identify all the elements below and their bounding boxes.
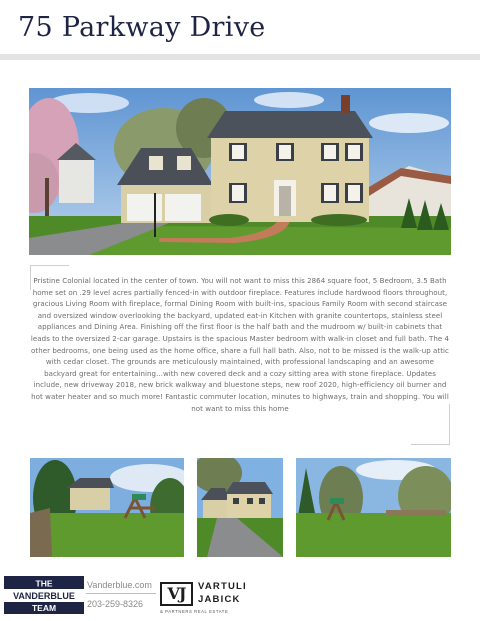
page-title: 75 Parkway Drive <box>18 12 266 43</box>
property-description: Pristine Colonial located in the center of town. You will not want to miss this 2864 square foot, 5 Bedroom, 3.5 Bath home set on .29 level acres partially fenced-in with outdoor fireplace. Features include hardwood floors throughout, gracious Living Room with fireplace, formal Dining Room with built-ins, spacious Family Room with second staircase and oversized window overlooking the backyard, updated eat-in Kitchen with granite countertops, stainless steel appliances and Dining Area. Finishing off the first floor is the half bath and the mudroom w/ built-in cabinets that leads to the oversized 2-car garage. Upstairs is the spacious Master bedroom with walk-in closet and full bath. The 4 other bedrooms, one being used as the home office, share a full hall bath. Also, not to be missed is the walk-up attic with cedar closet. The grounds are meticulously maintained, with professional landscaping and an awesome backyard great for entertaining...with new covered deck and a cozy sitting area with stone fireplace. Updates include, new driveway 2018, new brick walkway and bluestone steps, new roof 2020, high-efficiency oil burner and hot water heater and so much more! Fantastic commuter location, minutes to highways, train and shopping. You will not want to miss this home <box>30 276 450 413</box>
house-driveway-photo <box>197 458 283 557</box>
backyard-playset-photo <box>30 458 184 557</box>
contact-divider <box>86 593 156 594</box>
logo-line-team: TEAM <box>31 603 57 613</box>
brokerage-name-line1: VARTULI <box>198 581 247 592</box>
website-link[interactable]: Vanderblue.com <box>87 580 152 590</box>
title-divider <box>0 54 480 60</box>
phone-number[interactable]: 203-259-8326 <box>87 599 144 609</box>
brokerage-tagline: & PARTNERS REAL ESTATE <box>160 609 229 614</box>
logo-line-the: THE <box>35 578 53 589</box>
vanderblue-team-logo <box>4 576 84 614</box>
logo-line-vanderblue: VANDERBLUE <box>13 591 75 601</box>
backyard-lawn-photo <box>296 458 451 557</box>
footer <box>0 572 480 621</box>
brokerage-monogram: VJ <box>160 582 193 606</box>
brokerage-name-line2: JABICK <box>198 594 241 605</box>
description-box <box>30 265 450 445</box>
house-front-photo <box>29 88 451 255</box>
